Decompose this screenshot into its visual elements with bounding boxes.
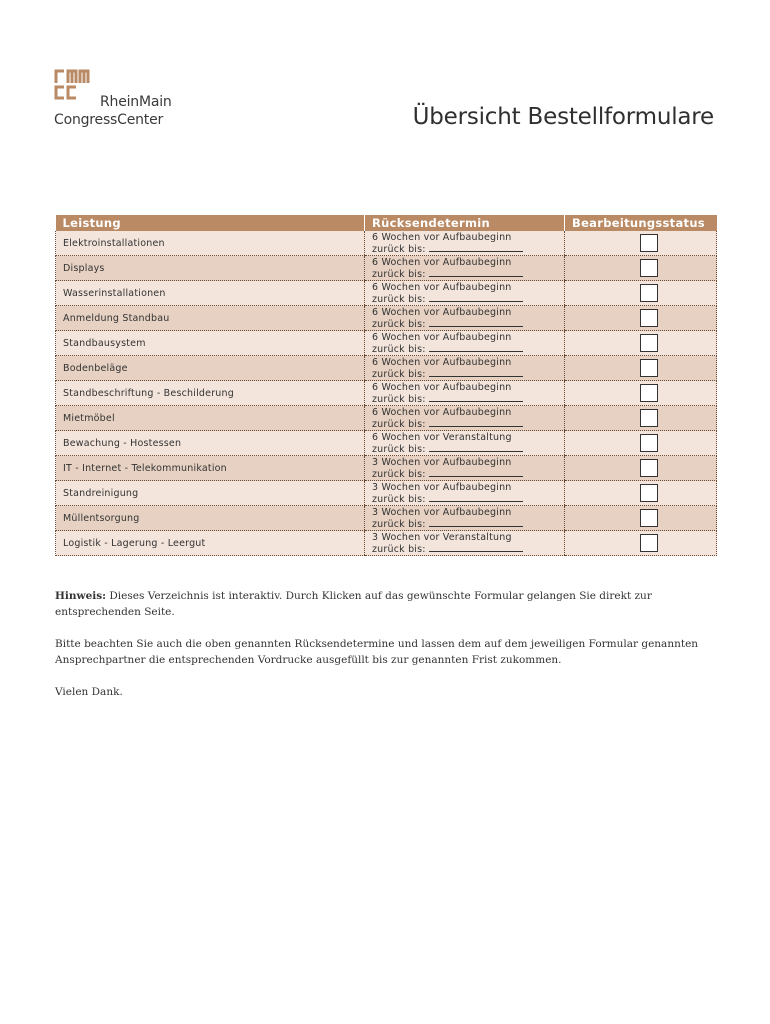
status-checkbox[interactable] — [640, 259, 658, 277]
return-by-label: zurück bis: — [372, 468, 426, 480]
table-row[interactable] — [56, 381, 717, 406]
service-link[interactable]: IT - Internet - Telekommunikation — [56, 456, 365, 481]
service-link[interactable]: Müllentsorgung — [56, 506, 365, 531]
deadline-label: 6 Wochen vor Aufbaubeginn — [372, 256, 512, 268]
table-row[interactable] — [56, 356, 717, 381]
service-link[interactable]: Displays — [56, 256, 365, 281]
status-cell — [565, 481, 717, 506]
status-checkbox[interactable] — [640, 409, 658, 427]
deadline-text — [372, 307, 557, 330]
deadline-text — [372, 407, 557, 430]
status-checkbox[interactable] — [640, 359, 658, 377]
status-checkbox[interactable] — [640, 309, 658, 327]
service-link[interactable]: Mietmöbel — [56, 406, 365, 431]
status-cell — [565, 256, 717, 281]
return-deadline-cell — [365, 281, 565, 306]
return-by-line — [372, 318, 557, 330]
notes-section — [55, 588, 715, 716]
return-by-label: zurück bis: — [372, 393, 426, 405]
deadline-text — [372, 507, 557, 530]
service-link[interactable]: Bewachung - Hostessen — [56, 431, 365, 456]
service-link[interactable]: Standbeschriftung - Beschilderung — [56, 381, 365, 406]
return-by-line — [372, 268, 557, 280]
deadline-label: 6 Wochen vor Aufbaubeginn — [372, 231, 512, 243]
return-by-line — [372, 418, 557, 430]
status-checkbox[interactable] — [640, 534, 658, 552]
table-row[interactable] — [56, 406, 717, 431]
status-cell — [565, 306, 717, 331]
return-deadline-cell — [365, 531, 565, 556]
table-row[interactable] — [56, 456, 717, 481]
return-date-blank — [429, 493, 523, 502]
return-date-blank — [429, 268, 523, 277]
deadline-text — [372, 532, 557, 555]
deadline-label: 3 Wochen vor Aufbaubeginn — [372, 506, 512, 518]
deadline-note: Bitte beachten Sie auch die oben genannten Rücksendetermine und lassen dem auf dem jeweiligen Formular genannten Ansprechpartner die entsprechenden Vordrucke ausgefüllt bis zur genannten Frist zukommen. — [55, 638, 699, 666]
status-checkbox[interactable] — [640, 284, 658, 302]
table-row[interactable] — [56, 481, 717, 506]
service-link[interactable]: Bodenbeläge — [56, 356, 365, 381]
return-by-line — [372, 343, 557, 355]
return-deadline-cell — [365, 431, 565, 456]
return-by-line — [372, 293, 557, 305]
status-cell — [565, 431, 717, 456]
return-date-blank — [429, 443, 523, 452]
return-by-line — [372, 368, 557, 380]
table-row[interactable] — [56, 331, 717, 356]
return-deadline-cell — [365, 406, 565, 431]
return-by-line — [372, 443, 557, 455]
return-date-blank — [429, 418, 523, 427]
deadline-label: 3 Wochen vor Aufbaubeginn — [372, 481, 512, 493]
column-header-service: Leistung — [56, 215, 365, 231]
status-cell — [565, 531, 717, 556]
deadline-label: 6 Wochen vor Veranstaltung — [372, 431, 512, 443]
deadline-label: 6 Wochen vor Aufbaubeginn — [372, 356, 512, 368]
deadline-text — [372, 232, 557, 255]
deadline-text — [372, 432, 557, 455]
return-deadline-cell — [365, 456, 565, 481]
rmcc-logo-mark-icon — [54, 68, 92, 100]
table-row[interactable] — [56, 231, 717, 256]
return-date-blank — [429, 318, 523, 327]
service-link[interactable]: Standreinigung — [56, 481, 365, 506]
deadline-label: 6 Wochen vor Aufbaubeginn — [372, 281, 512, 293]
service-link[interactable]: Standbausystem — [56, 331, 365, 356]
return-date-blank — [429, 468, 523, 477]
status-cell — [565, 356, 717, 381]
deadline-label: 6 Wochen vor Aufbaubeginn — [372, 306, 512, 318]
column-header-return-deadline: Rücksendetermin — [365, 215, 565, 231]
deadline-text — [372, 357, 557, 380]
deadline-label: 6 Wochen vor Aufbaubeginn — [372, 381, 512, 393]
table-header-row — [56, 215, 717, 231]
return-by-label: zurück bis: — [372, 493, 426, 505]
return-by-label: zurück bis: — [372, 268, 426, 280]
hint-text: Dieses Verzeichnis ist interaktiv. Durch Klicken auf das gewünschte Formular gelangen Sie direkt zur entsprechenden Seite. — [55, 590, 652, 618]
return-date-blank — [429, 343, 523, 352]
deadline-text — [372, 257, 557, 280]
table-row[interactable] — [56, 281, 717, 306]
return-by-line — [372, 493, 557, 505]
hint-label: Hinweis: — [55, 590, 107, 602]
return-by-line — [372, 543, 557, 555]
deadline-label: 3 Wochen vor Veranstaltung — [372, 531, 512, 543]
deadline-text — [372, 457, 557, 480]
status-checkbox[interactable] — [640, 434, 658, 452]
table-row[interactable] — [56, 256, 717, 281]
return-date-blank — [429, 518, 523, 527]
return-by-line — [372, 243, 557, 255]
column-header-processing-status: Bearbeitungsstatus — [565, 215, 717, 231]
status-cell — [565, 331, 717, 356]
logo — [54, 68, 194, 130]
return-by-line — [372, 518, 557, 530]
return-by-label: zurück bis: — [372, 368, 426, 380]
return-deadline-cell — [365, 231, 565, 256]
deadline-text — [372, 382, 557, 405]
status-cell — [565, 381, 717, 406]
status-checkbox[interactable] — [640, 484, 658, 502]
status-checkbox[interactable] — [640, 509, 658, 527]
return-date-blank — [429, 368, 523, 377]
service-link[interactable]: Elektroinstallationen — [56, 231, 365, 256]
deadline-text — [372, 332, 557, 355]
logo-line-2: CongressCenter — [54, 112, 164, 128]
table-row[interactable] — [56, 531, 717, 556]
return-date-blank — [429, 543, 523, 552]
table-row[interactable] — [56, 306, 717, 331]
table-row[interactable] — [56, 506, 717, 531]
status-checkbox[interactable] — [640, 234, 658, 252]
return-deadline-cell — [365, 481, 565, 506]
hint-paragraph — [55, 588, 715, 620]
status-cell — [565, 506, 717, 531]
deadline-text — [372, 482, 557, 505]
return-by-line — [372, 468, 557, 480]
return-deadline-cell — [365, 381, 565, 406]
logo-line-1: RheinMain — [100, 94, 172, 110]
return-date-blank — [429, 243, 523, 252]
return-date-blank — [429, 393, 523, 402]
service-link[interactable]: Wasserinstallationen — [56, 281, 365, 306]
return-by-label: zurück bis: — [372, 443, 426, 455]
status-checkbox[interactable] — [640, 384, 658, 402]
status-checkbox[interactable] — [640, 334, 658, 352]
deadline-label: 3 Wochen vor Aufbaubeginn — [372, 456, 512, 468]
return-by-label: zurück bis: — [372, 418, 426, 430]
return-date-blank — [429, 293, 523, 302]
return-by-label: zurück bis: — [372, 243, 426, 255]
deadline-label: 6 Wochen vor Aufbaubeginn — [372, 406, 512, 418]
return-by-line — [372, 393, 557, 405]
service-link[interactable]: Anmeldung Standbau — [56, 306, 365, 331]
return-deadline-cell — [365, 306, 565, 331]
deadline-label: 6 Wochen vor Aufbaubeginn — [372, 331, 512, 343]
service-link[interactable]: Logistik - Lagerung - Leergut — [56, 531, 365, 556]
return-deadline-cell — [365, 256, 565, 281]
status-cell — [565, 456, 717, 481]
status-cell — [565, 406, 717, 431]
page-title: Übersicht Bestellformulare — [412, 104, 714, 130]
closing-text: Vielen Dank. — [55, 686, 123, 698]
return-deadline-cell — [365, 356, 565, 381]
return-by-label: zurück bis: — [372, 293, 426, 305]
return-deadline-cell — [365, 331, 565, 356]
status-checkbox[interactable] — [640, 459, 658, 477]
return-deadline-cell — [365, 506, 565, 531]
status-cell — [565, 231, 717, 256]
return-by-label: zurück bis: — [372, 343, 426, 355]
return-by-label: zurück bis: — [372, 518, 426, 530]
return-by-label: zurück bis: — [372, 318, 426, 330]
status-cell — [565, 281, 717, 306]
order-forms-table — [55, 215, 717, 556]
table-row[interactable] — [56, 431, 717, 456]
deadline-text — [372, 282, 557, 305]
return-by-label: zurück bis: — [372, 543, 426, 555]
